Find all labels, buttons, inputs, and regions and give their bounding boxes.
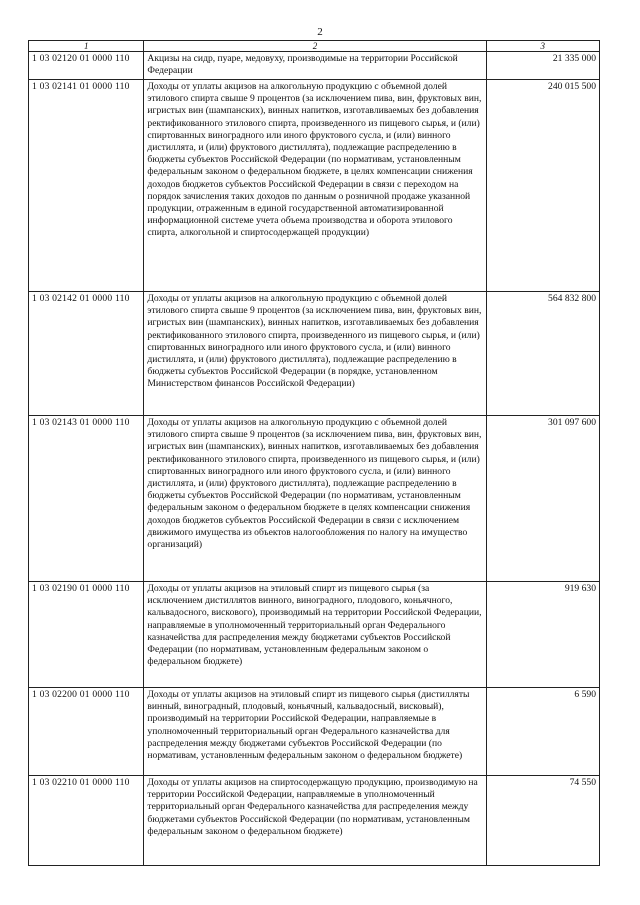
row-amount: 21 335 000 (486, 52, 599, 80)
row-description: Доходы от уплаты акцизов на этиловый спирт из пищевого сырья (дистилляты винный, виноградный, плодовый, коньячный, кальвадосный, висковый), производимый на территории Российской Федерации, направляемые в уполномоченный территориальный орган Федерального казначейства для распределения между бюджетами субъектов Российской Федерации (по нормативам, установленным федеральным законом о федеральном бюджете) (144, 688, 486, 776)
row-code: 1 03 02200 01 0000 110 (29, 688, 144, 776)
row-amount: 919 630 (486, 582, 599, 688)
table-header-row (29, 41, 600, 52)
row-amount: 240 015 500 (486, 80, 599, 292)
table-row (29, 292, 600, 416)
row-code: 1 03 02120 01 0000 110 (29, 52, 144, 80)
table-row (29, 688, 600, 776)
row-description: Доходы от уплаты акцизов на этиловый спирт из пищевого сырья (за исключением дистиллятов винного, виноградного, плодового, коньячного, кальвадосного, вискового), производимый на территории Российской Федерации, направляемые в уполномоченный территориальный орган Федерального казначейства для распределения между бюджетами субъектов Российской Федерации (по нормативам, установленным федеральным законом о федеральном бюджете) (144, 582, 486, 688)
row-amount: 301 097 600 (486, 416, 599, 582)
row-code: 1 03 02143 01 0000 110 (29, 416, 144, 582)
row-description: Доходы от уплаты акцизов на алкогольную продукцию с объемной долей этилового спирта свыше 9 процентов (за исключением пива, вин, фруктовых вин, игристых вин (шампанских), винных напитков, изготавливаемых без добавления ректификованного этилового спирта, произведенного из пищевого сырья, и (или) спиртованных виноградного или иного фруктового сусла, и (или) винного дистиллята, и (или) фруктового дистиллята), подлежащие распределению в бюджеты субъектов Российской Федерации (в порядке, установленном Министерством финансов Российской Федерации) (144, 292, 486, 416)
row-code: 1 03 02141 01 0000 110 (29, 80, 144, 292)
column-header-amount: 3 (486, 41, 599, 52)
revenue-table (28, 40, 600, 866)
row-description: Доходы от уплаты акцизов на алкогольную продукцию с объемной долей этилового спирта свыше 9 процентов (за исключением пива, вин, фруктовых вин, игристых вин (шампанских), винных напитков, изготавливаемых без добавления ректификованного этилового спирта, произведенного из пищевого сырья, и (или) спиртованных виноградного или иного фруктового сусла, и (или) винного дистиллята, и (или) фруктового дистиллята), подлежащие распределению в бюджеты субъектов Российской Федерации (по нормативам, установленным федеральным законом о федеральном бюджете в целях компенсации снижения доходов бюджетов субъектов Российской Федерации в связи с исключением движимого имущества из объектов налогообложения по налогу на имущество организаций) (144, 416, 486, 582)
row-code: 1 03 02210 01 0000 110 (29, 776, 144, 866)
row-code: 1 03 02142 01 0000 110 (29, 292, 144, 416)
row-description: Доходы от уплаты акцизов на алкогольную продукцию с объемной долей этилового спирта свыше 9 процентов (за исключением пива, вин, фруктовых вин, игристых вин (шампанских), винных напитков, изготавливаемых без добавления ректификованного этилового спирта, произведенного из пищевого сырья, и (или) спиртованных виноградного или иного фруктового сусла, и (или) винного дистиллята, и (или) фруктового дистиллята), подлежащие распределению в бюджеты субъектов Российской Федерации (по нормативам, установленным федеральным законом о федеральном бюджете, в целях компенсации снижения доходов бюджетов субъектов Российской Федерации в связи с переходом на порядок зачисления таких доходов по данным о розничной продаже указанной продукции, отраженным в единой государственной автоматизированной информационной системе учета объема производства и оборота этилового спирта, алкогольной и спиртосодержащей продукции) (144, 80, 486, 292)
column-header-code: 1 (29, 41, 144, 52)
table-row (29, 776, 600, 866)
table-row (29, 416, 600, 582)
page-number: 2 (317, 26, 323, 38)
row-amount: 74 550 (486, 776, 599, 866)
table-row (29, 52, 600, 80)
table-row (29, 80, 600, 292)
row-description: Доходы от уплаты акцизов на спиртосодержащую продукцию, производимую на территории Российской Федерации, направляемые в уполномоченный территориальный орган Федерального казначейства для распределения между бюджетами субъектов Российской Федерации (по нормативам, установленным федеральным законом о федеральном бюджете) (144, 776, 486, 866)
row-amount: 564 832 800 (486, 292, 599, 416)
column-header-description: 2 (144, 41, 486, 52)
table-row (29, 582, 600, 688)
row-code: 1 03 02190 01 0000 110 (29, 582, 144, 688)
row-amount: 6 590 (486, 688, 599, 776)
row-description: Акцизы на сидр, пуаре, медовуху, производимые на территории Российской Федерации (144, 52, 486, 80)
